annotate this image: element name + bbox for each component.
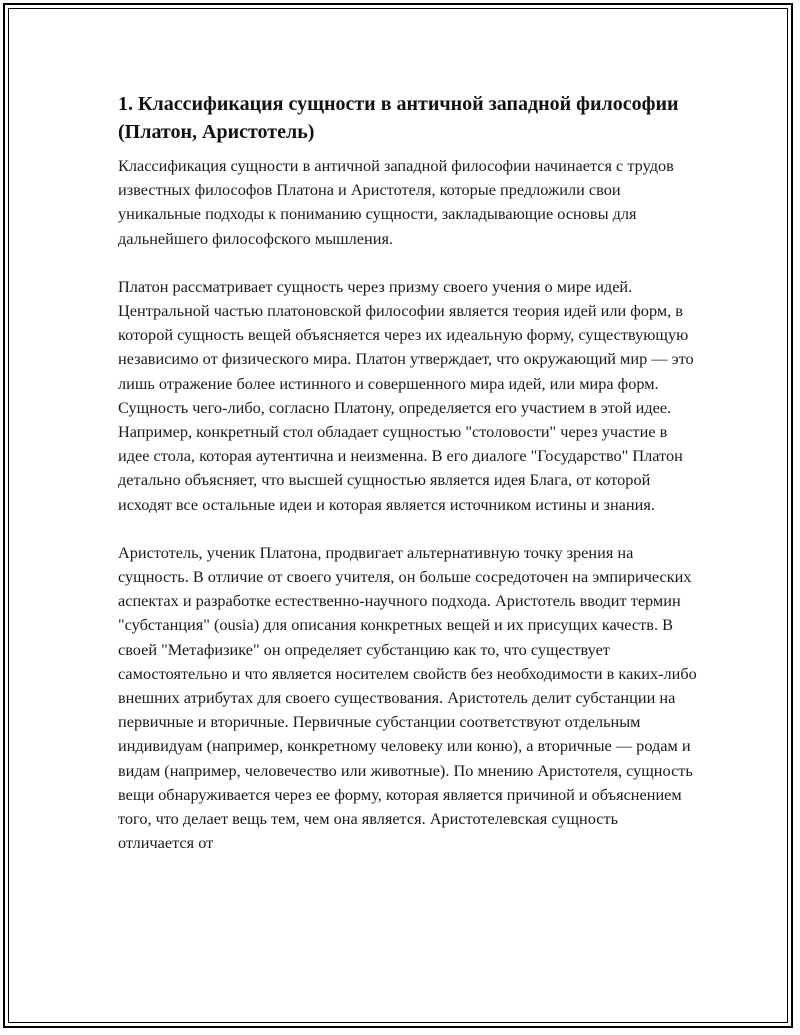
document-body	[118, 90, 698, 855]
paragraph-aristotle: Аристотель, ученик Платона, продвигает альтернативную точку зрения на сущность. В отличие от своего учителя, он больше сосредоточен на эмпирических аспектах и разработке естественно-научного подхода. Аристотель вводит термин "субстанция" (ousia) для описания конкретных вещей и их присущих качеств. В своей "Метафизике" он определяет субстанцию как то, что существует самостоятельно и что является носителем свойств без необходимости в каких-либо внешних атрибутах для своего существования. Аристотель делит субстанции на первичные и вторичные. Первичные субстанции соответствуют отдельным индивидуам (например, конкретному человеку или коню), а вторичные — родам и видам (например, человечество или животные). По мнению Аристотеля, сущность вещи обнаруживается через ее форму, которая является причиной и объяснением того, что делает вещь тем, чем она является. Аристотелевская сущность отличается от	[118, 542, 697, 853]
paragraph-plato: Платон рассматривает сущность через призму своего учения о мире идей. Центральной частью платоновской философии является теория идей или форм, в которой сущность вещей объясняется через их идеальную форму, существующую независимо от физического мира. Платон утверждает, что окружающий мир — это лишь отражение более истинного и совершенного мира идей, или мира форм. Сущность чего-либо, согласно Платону, определяется его участием в этой идее. Например, конкретный стол обладает сущностью "столовости" через участие в идее стола, которая аутентична и неизменна. В его диалоге "Государство" Платон детально объясняет, что высшей сущностью является идея Блага, от которой исходят все остальные идеи и которая является источником истины и знания.	[118, 276, 694, 514]
paragraph-intro: Классификация сущности в античной западной философии начинается с трудов известных философов Платона и Аристотеля, которые предложили свои уникальные подходы к пониманию сущности, закладывающие основы для дальнейшего философского мышления.	[118, 156, 674, 248]
section-heading: 1. Классификация сущности в античной западной философии (Платон, Аристотель)	[118, 93, 679, 143]
